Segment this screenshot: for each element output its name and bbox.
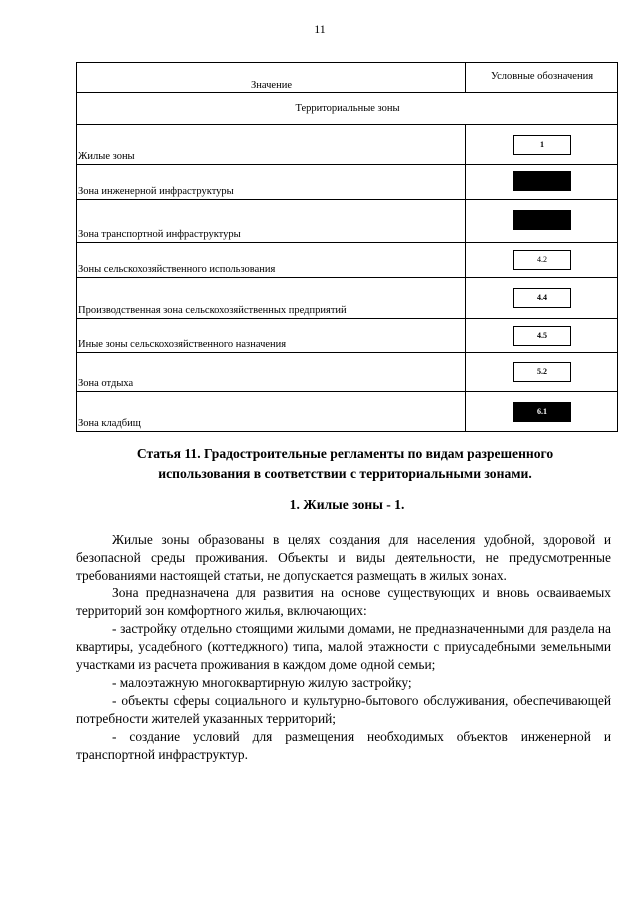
zone-name: Иные зоны сельскохозяйственного назначения: [77, 319, 466, 353]
zone-name: Жилые зоны: [77, 125, 466, 165]
body-text: [76, 531, 611, 763]
paragraph: - застройку отдельно стоящими жилыми домами, не предназначенными для раздела на квартиры, усадебного (коттеджного) типа, малой этажности с приусадебными земельными участками из расчета проживания в каждом доме одной семьи;: [76, 620, 611, 672]
zone-symbol-cell: [466, 165, 618, 200]
section-title-row: [77, 93, 618, 125]
zone-symbol-swatch: 5.2: [513, 362, 571, 382]
table-row: [77, 125, 618, 165]
zone-symbol-cell: [466, 243, 618, 278]
zone-symbol-cell: [466, 125, 618, 165]
table-row: [77, 278, 618, 319]
header-name-cell: Значение: [77, 63, 466, 93]
zone-name: Зона инженерной инфраструктуры: [77, 165, 466, 200]
zone-name: Зона транспортной инфраструктуры: [77, 200, 466, 243]
zone-symbol-swatch: [513, 171, 571, 191]
paragraph: - объекты сферы социального и культурно-бытового обслуживания, обеспечивающей потребности жителей указанных территорий;: [76, 693, 611, 726]
section-heading: 1. Жилые зоны - 1.: [289, 497, 405, 512]
zones-legend-table: [76, 62, 618, 432]
zone-symbol-swatch: [513, 210, 571, 230]
header-symbol-cell: Условные обозначения: [466, 63, 618, 93]
zone-symbol-swatch: 4.5: [513, 326, 571, 346]
page-number: 11: [314, 22, 326, 36]
zone-name: Производственная зона сельскохозяйственных предприятий: [77, 278, 466, 319]
zone-symbol-swatch: 4.4: [513, 288, 571, 308]
table-row: [77, 353, 618, 392]
zone-symbol-cell: [466, 278, 618, 319]
zone-symbol-swatch: 1: [513, 135, 571, 155]
paragraph: - создание условий для размещения необходимых объектов инженерной и транспортной инфраструктур.: [76, 728, 611, 762]
article-title: Статья 11. Градостроительные регламенты по видам разрешенного использования в соответствии с территориальными зонами.: [136, 446, 554, 481]
zone-symbol-swatch: 6.1: [513, 402, 571, 422]
zone-symbol-cell: [466, 392, 618, 432]
table-header-row: [77, 63, 618, 93]
zone-rows: [77, 125, 618, 432]
zone-symbol-swatch: 4.2: [513, 250, 571, 270]
paragraph: Жилые зоны образованы в целях создания для населения удобной, здоровой и безопасной среды проживания. Объекты и виды деятельности, не предусмотренные требованиями настоящей статьи, не допускается размещать в жилых зонах.: [76, 532, 611, 583]
table-row: [77, 165, 618, 200]
zone-symbol-cell: [466, 319, 618, 353]
section-title-cell: Территориальные зоны: [77, 93, 618, 125]
table-row: [77, 243, 618, 278]
table-row: [77, 200, 618, 243]
zone-name: Зона кладбищ: [77, 392, 466, 432]
zone-symbol-cell: [466, 200, 618, 243]
table-row: [77, 392, 618, 432]
zone-symbol-cell: [466, 353, 618, 392]
paragraph: Зона предназначена для развития на основе существующих и вновь осваиваемых территорий зон комфортного жилья, включающих:: [76, 585, 611, 619]
table-row: [77, 319, 618, 353]
paragraph: - малоэтажную многоквартирную жилую застройку;: [112, 675, 412, 691]
zone-name: Зоны сельскохозяйственного использования: [77, 243, 466, 278]
zone-name: Зона отдыха: [77, 353, 466, 392]
